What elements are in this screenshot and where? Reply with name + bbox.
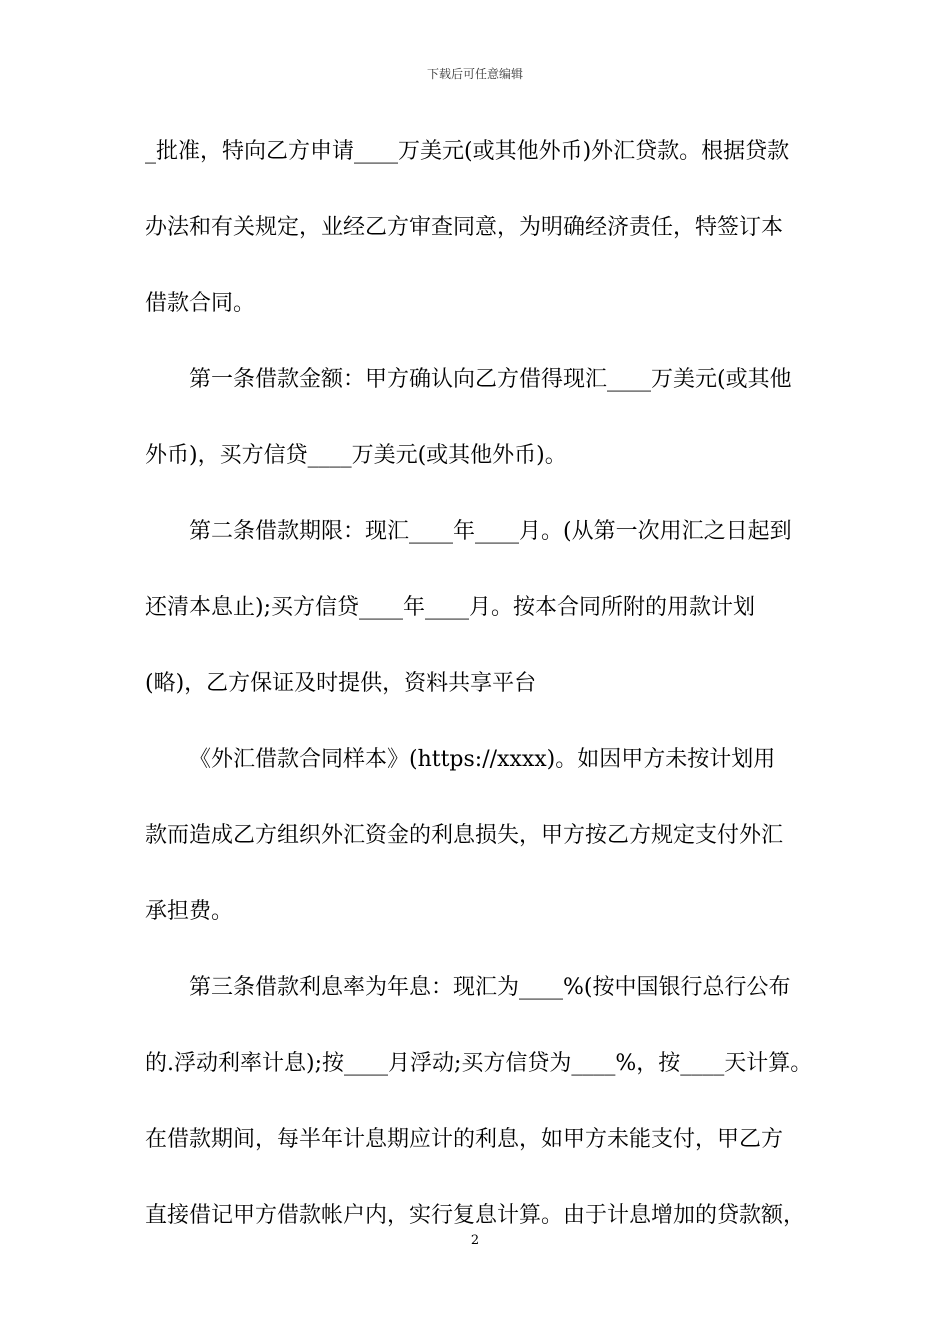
paragraph-line: _批准，特向乙方申请____万美元(或其他外币)外汇贷款。根据贷款 (145, 139, 790, 164)
header-note: 下载后可任意编辑 (426, 67, 523, 81)
article-3-line: 第三条借款利息率为年息：现汇为____%(按中国银行总行公布 (189, 975, 791, 1000)
paragraph-line: 直接借记甲方借款帐户内，实行复息计算。由于计息增加的贷款额， (145, 1203, 806, 1228)
paragraph-line: 办法和有关规定，业经乙方审查同意，为明确经济责任，特签订本 (145, 215, 784, 240)
paragraph-line: 外币)，买方信贷____万美元(或其他外币)。 (145, 443, 567, 468)
paragraph-line: 《外汇借款合同样本》(https://xxxx)。如因甲方未按计划用 (189, 747, 776, 772)
document-body (145, 128, 825, 1268)
paragraph-line: 还清本息止);买方信贷____年____月。按本合同所附的用款计划 (145, 595, 755, 620)
paragraph-line: (略)，乙方保证及时提供，资料共享平台 (145, 671, 537, 696)
paragraph-line: 的.浮动利率计息);按____月浮动;买方信贷为____%，按____天计算。 (145, 1051, 813, 1076)
paragraph-line: 承担费。 (145, 899, 234, 924)
article-2-line: 第二条借款期限：现汇____年____月。(从第一次用汇之日起到 (189, 519, 792, 544)
article-1-line: 第一条借款金额：甲方确认向乙方借得现汇____万美元(或其他 (189, 367, 792, 392)
paragraph-line: 款而造成乙方组织外汇资金的利息损失，甲方按乙方规定支付外汇 (145, 823, 784, 848)
page-number: 2 (470, 1233, 480, 1248)
paragraph-line: 在借款期间，每半年计息期应计的利息，如甲方未能支付，甲乙方 (145, 1127, 784, 1152)
paragraph-line: 借款合同。 (145, 291, 256, 316)
